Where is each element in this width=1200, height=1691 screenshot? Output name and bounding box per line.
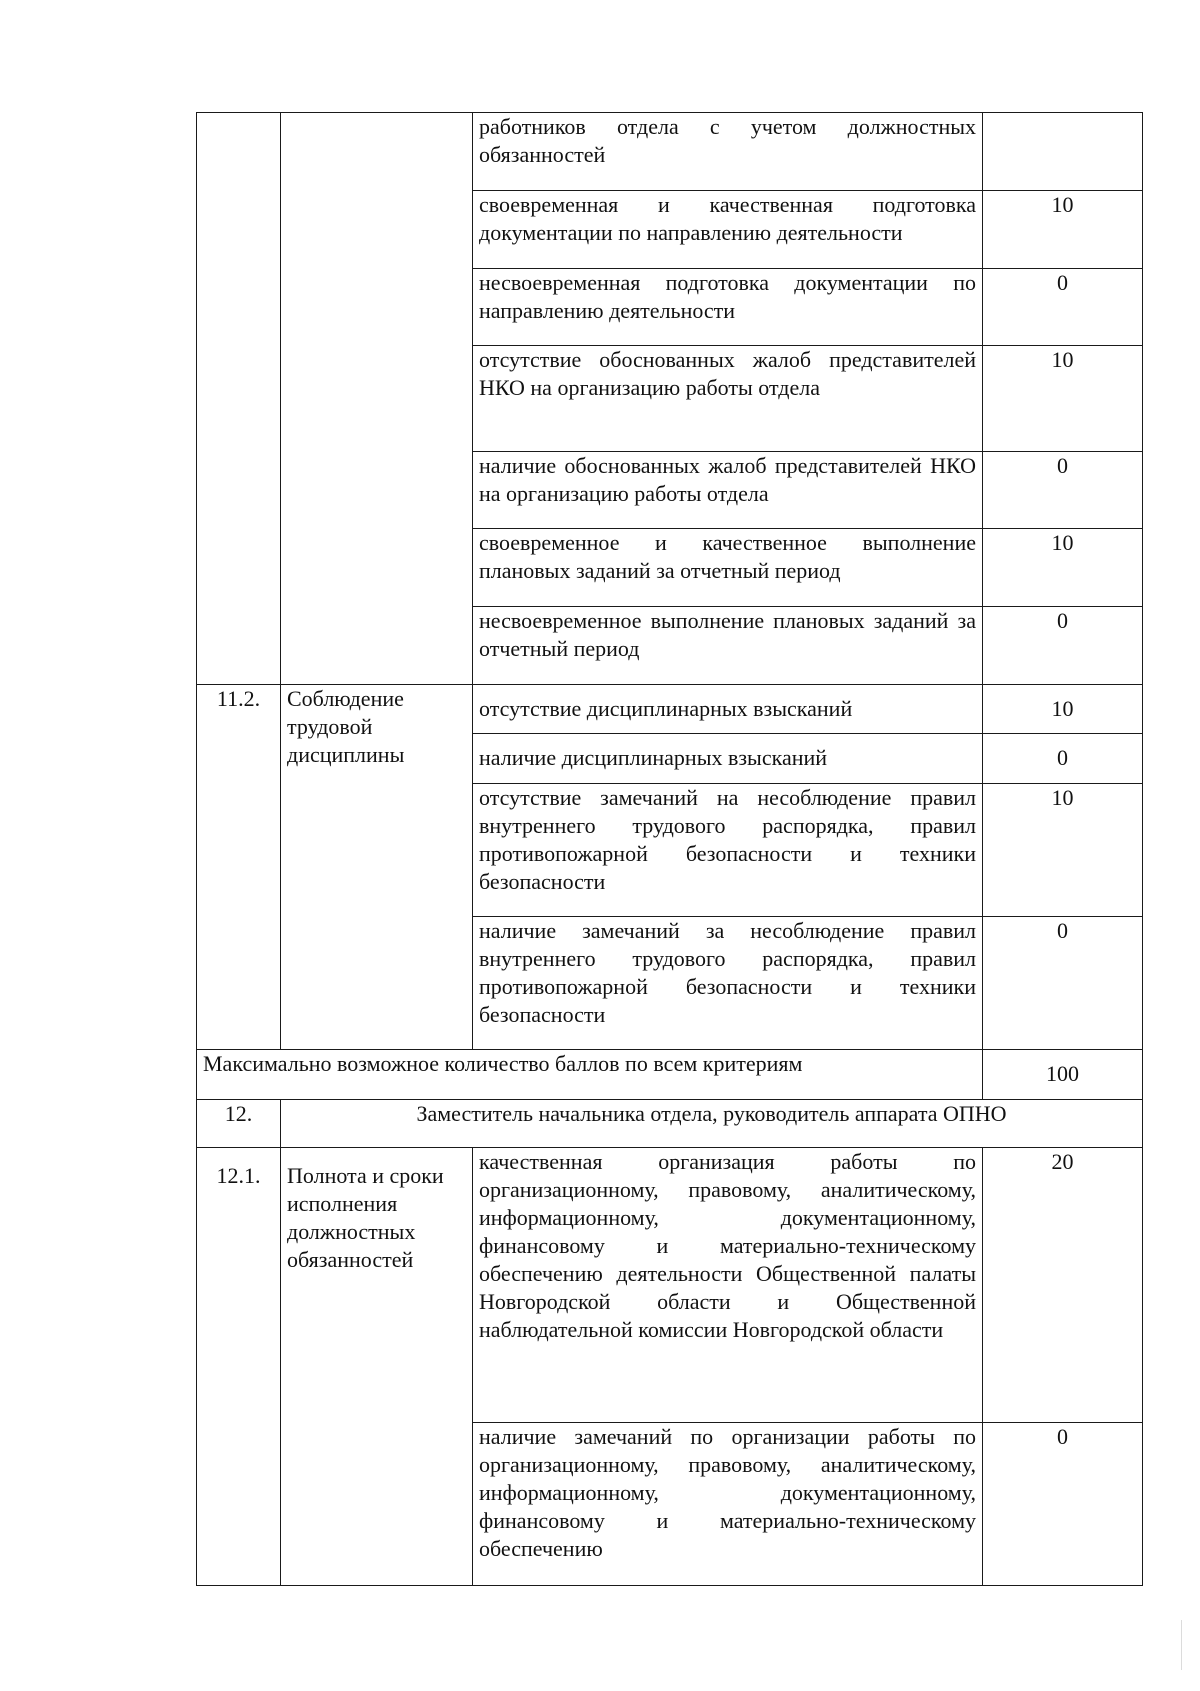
- score-cell: 10: [983, 784, 1143, 917]
- scan-edge-mark: [1181, 1620, 1182, 1670]
- table-row: [197, 685, 1143, 734]
- table-row: [197, 1050, 1143, 1100]
- section-number-cell: 12.: [197, 1100, 281, 1148]
- table-row: [197, 1148, 1143, 1423]
- criterion-cell: наличие дисциплинарных взысканий: [473, 734, 983, 784]
- criterion-cell: своевременная и качественная подготовка документации по направлению деятельности: [473, 191, 983, 269]
- criteria-table: [196, 112, 1143, 1586]
- criterion-cell: отсутствие обоснованных жалоб представителей НКО на организацию работы отдела: [473, 346, 983, 452]
- score-cell: 10: [983, 529, 1143, 607]
- score-cell: 20: [983, 1148, 1143, 1423]
- criterion-cell: наличие замечаний по организации работы по организационному, правовому, аналитическому, информационному, документационному, финансовому и материально-техническому обеспечению: [473, 1423, 983, 1586]
- criterion-cell: наличие обоснованных жалоб представителей НКО на организацию работы отдела: [473, 452, 983, 529]
- table-row: [197, 113, 1143, 191]
- criterion-cell: работников отдела с учетом должностных обязанностей: [473, 113, 983, 191]
- criterion-cell: несвоевременная подготовка документации по направлению деятельности: [473, 269, 983, 346]
- row-number-cell: 11.2.: [197, 685, 281, 1050]
- indicator-name-cell: Полнота и сроки исполнения должностных обязанностей: [281, 1148, 473, 1586]
- criterion-cell: качественная организация работы по организационному, правовому, аналитическому, информационному, документационному, финансовому и материально-техническому обеспечению деятельности Общественной палаты Новгородской области и Общественной наблюдательной комиссии Новгородской области: [473, 1148, 983, 1423]
- criterion-cell: наличие замечаний за несоблюдение правил внутреннего трудового распорядка, правил противопожарной безопасности и техники безопасности: [473, 917, 983, 1050]
- score-cell: [983, 113, 1143, 191]
- score-cell: 0: [983, 269, 1143, 346]
- score-cell: 0: [983, 452, 1143, 529]
- score-cell: 0: [983, 734, 1143, 784]
- score-cell: 0: [983, 917, 1143, 1050]
- indicator-name-cell: Соблюдение трудовой дисциплины: [281, 685, 473, 1050]
- max-total-score: 100: [983, 1050, 1143, 1100]
- section-title-cell: Заместитель начальника отдела, руководитель аппарата ОПНО: [281, 1100, 1143, 1148]
- row-number-cell: 12.1.: [197, 1148, 281, 1586]
- row-number-cell: [197, 113, 281, 685]
- criterion-cell: отсутствие дисциплинарных взысканий: [473, 685, 983, 734]
- score-cell: 0: [983, 607, 1143, 685]
- score-cell: 10: [983, 191, 1143, 269]
- score-cell: 10: [983, 685, 1143, 734]
- table-row: [197, 1100, 1143, 1148]
- max-total-label: Максимально возможное количество баллов по всем критериям: [197, 1050, 983, 1100]
- indicator-name-cell: [281, 113, 473, 685]
- score-cell: 10: [983, 346, 1143, 452]
- criterion-cell: несвоевременное выполнение плановых заданий за отчетный период: [473, 607, 983, 685]
- criterion-cell: отсутствие замечаний на несоблюдение правил внутреннего трудового распорядка, правил противопожарной безопасности и техники безопасности: [473, 784, 983, 917]
- score-cell: 0: [983, 1423, 1143, 1586]
- criterion-cell: своевременное и качественное выполнение плановых заданий за отчетный период: [473, 529, 983, 607]
